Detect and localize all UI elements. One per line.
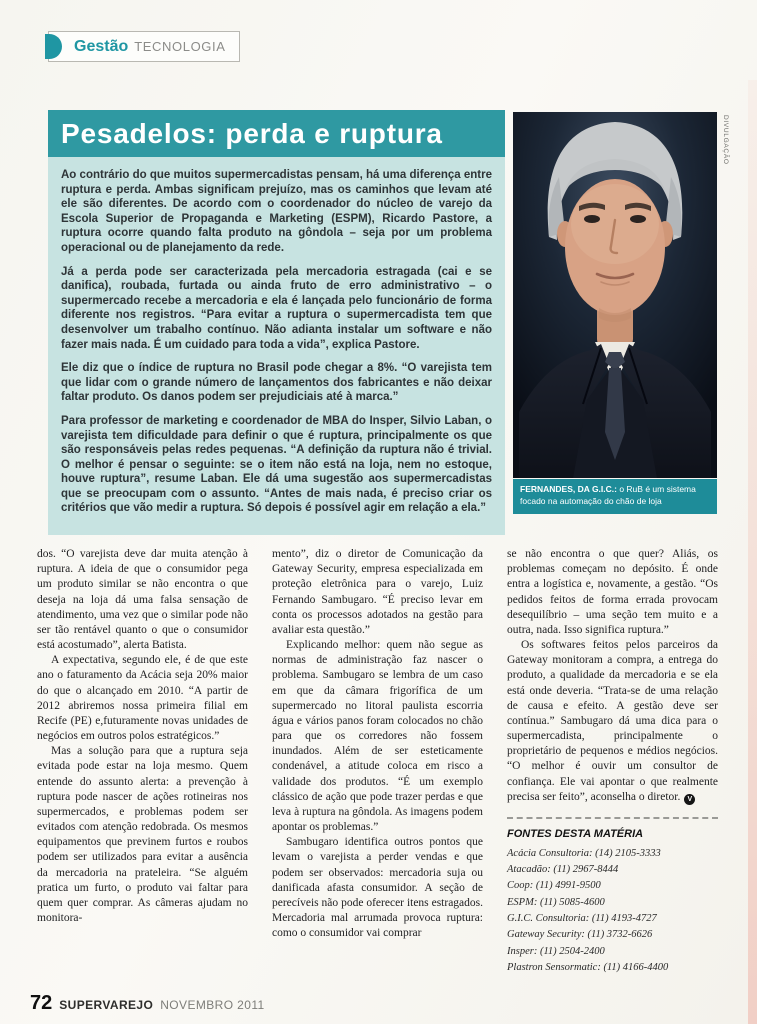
- paragraph: Explicando melhor: quem não segue as normas de administração faz nascer o problema. Sambugaro se lembra de um caso em que da câmara frigorífica de um supermercado no litoral paulista escorria água e vários panos foram colocados no chão para que os corredores não fossem inundados. Além de ser esteticamente condenável, a atitude coloca em risco a validade dos produtos. “É um exemplo clássico de ação que pode trazer perdas e que leva à ruptura na gôndola. As imagens podem apontar os problemas.”: [272, 639, 483, 834]
- paragraph: Coop: (11) 4991-9500: [507, 880, 601, 892]
- photo-caption-text: o RuB é um sistema focado na automação do chão de loja: [520, 484, 696, 506]
- paragraph: Sambugaro identifica outros pontos que levam o varejista a perder vendas e que podem ser observados: mercadoria suja ou danificada afasta consumidor. A seção de perecíveis não pode oferecer itens estragados. Mercadoria mal arrumada provoca ruptura: como o consumidor vai comprar: [272, 836, 483, 940]
- portrait-figure: [513, 112, 729, 514]
- paragraph: Atacadão: (11) 2967-8444: [507, 864, 619, 876]
- section-badge-icon: [45, 34, 62, 59]
- paragraph: dos. “O varejista deve dar muita atenção à ruptura. A ideia de que o consumidor pega um produto similar se não encontra o que deseja na loja dá uma falsa sensação de atendimento, uma vez que o similar pode não ser tão rentável quanto o que o consumidor está acostumado”, alerta Batista.: [37, 548, 248, 652]
- article-intro: [48, 157, 505, 535]
- body-column-3: [507, 547, 718, 976]
- photo-caption: [513, 479, 717, 514]
- sources-heading: FONTES DESTA MATÉRIA: [507, 827, 644, 840]
- paragraph: Ao contrário do que muitos supermercadistas pensam, há uma diferença entre ruptura e perda. Ambas significam prejuízo, mas os caminhos que levam até ele são diferentes. De acordo com o coordenador do núcleo de varejo da Escola Superior de Propaganda e Marketing (ESPM), Ricardo Pastore, a ruptura ocorre quando falta produto na gôndola – seja por um problema operacional ou de planejamento da rede.: [61, 169, 492, 254]
- paragraph: mento”, diz o diretor de Comunicação da Gateway Security, empresa especializada em proteção eletrônica para o varejo, Luiz Fernando Sambugaro. “É preciso levar em conta os processos adotados na gestão para avaliar esta questão.”: [272, 548, 483, 636]
- paragraph: Ele diz que o índice de ruptura no Brasil pode chegar a 8%. “O varejista tem que lidar com o grande número de lançamentos dos fabricantes e não deixar faltar produto. Os danos podem ser prejudiciais até à marca.”: [61, 362, 492, 404]
- paragraph: Acácia Consultoria: (14) 2105-3333: [507, 847, 661, 859]
- paragraph: Já a perda pode ser caracterizada pela mercadoria estragada (cai e se danifica), roubada, furtada ou ainda fruto de erro administrativo – o supermercado recebe a mercadoria e ela é lançada pelo funcionário de forma diferente nos registros. “Para evitar a ruptura o supermercadista tem que desenvolver um trabalho contínuo. Não adianta instalar um software e não fazer mais nada. É um cuidado para toda a vida”, explica Pastore.: [61, 265, 492, 351]
- paragraph: Plastron Sensormatic: (11) 4166-4400: [507, 961, 669, 973]
- page-number: 72: [30, 992, 53, 1014]
- paragraph: ESPM: (11) 5085-4600: [507, 896, 605, 908]
- body-column-3-text: [507, 547, 718, 805]
- body-column-1: [37, 547, 248, 976]
- sources-box: [507, 817, 718, 976]
- photo-caption-lead: FERNANDES, DA G.I.C.:: [520, 484, 617, 494]
- paragraph: Para professor de marketing e coordenador de MBA do Insper, Silvio Laban, o varejista tem dificuldade para definir o que é ruptura, principalmente os que são responsáveis pelas redes pequenas. “A definição da ruptura não é trivial. O melhor é pensar o seguinte: se o item não está na loja, nem no estoque, houve ruptura”, resume Laban. Ele dá uma sugestão aos supermercadistas que se preocupam com o assunto. “Antes de mais nada, é preciso criar os critérios que vão medir a ruptura. Só depois é possível agir em relação a ela.”: [61, 414, 492, 515]
- section-badge: [48, 31, 240, 62]
- magazine-name: SUPERVAREJO: [59, 998, 154, 1012]
- body-column-2: [272, 547, 483, 976]
- portrait-photo: [513, 112, 717, 478]
- issue-date: NOVEMBRO 2011: [160, 998, 265, 1012]
- paragraph: A expectativa, segundo ele, é de que este ano o faturamento da Acácia seja 20% maior do que o alcançado em 2010. “A partir de 2012 abriremos nossa primeira filial em Recife (PE) e,futuramente novas unidades de negócios em outros polos estratégicos.”: [37, 654, 248, 743]
- sources-list: [507, 846, 718, 976]
- article-body: [37, 547, 720, 976]
- end-of-article-icon: V: [684, 794, 695, 805]
- page-footer: [30, 992, 265, 1015]
- article-title-bar: [48, 110, 505, 157]
- photo-credit: DIVULGAÇÃO: [722, 115, 729, 165]
- section-category: TECNOLOGIA: [134, 39, 226, 54]
- page-edge-artifact: [748, 80, 757, 1024]
- paragraph: se não encontra o que quer? Aliás, os problemas começam no depósito. É onde entra a logística e, novamente, a gestão. “Os pedidos feitos de forma errada provocam desequilíbrio – uma seção tem muito e a outra, nada. Isso significa ruptura.”: [507, 548, 718, 636]
- paragraph: G.I.C. Consultoria: (11) 4193-4727: [507, 912, 657, 924]
- article-title: Pesadelos: perda e ruptura: [61, 118, 443, 149]
- section-name: Gestão: [74, 37, 129, 55]
- paragraph: Insper: (11) 2504-2400: [507, 945, 605, 957]
- paragraph: Gateway Security: (11) 3732-6626: [507, 929, 653, 941]
- paragraph: Mas a solução para que a ruptura seja evitada pode estar na loja mesmo. Quem entende do assunto alerta: a prevenção à ruptura pode nascer de ações rotineiras nos supermercados, e problemas podem ser evitados com atenção redobrada. Os mesmos equipamentos que previnem furtos e roubos podem ser utilizados para evitar a ausência da mercadoria na prateleira. “Se alguém pratica um furto, o produto vai faltar para quem quer comprar. As câmeras ajudam no monitora-: [37, 745, 248, 925]
- portrait-illustration: [513, 112, 717, 478]
- paragraph: Os softwares feitos pelos parceiros da Gateway monitoram a compra, a entrega do produto, a qualidade da mercadoria e se ela está onde deveria. “Trata-se de uma relação de causa e efeito. A gestão deve ser contínua.” Sambugaro dá uma dica para o supermercadista, principalmente o proprietário de pequenos e médios negócios. “O melhor é ouvir um consultor de confiança. Ele vai apontar o que realmente precisa ser feito”, aconselha o diretor. V: [507, 639, 718, 803]
